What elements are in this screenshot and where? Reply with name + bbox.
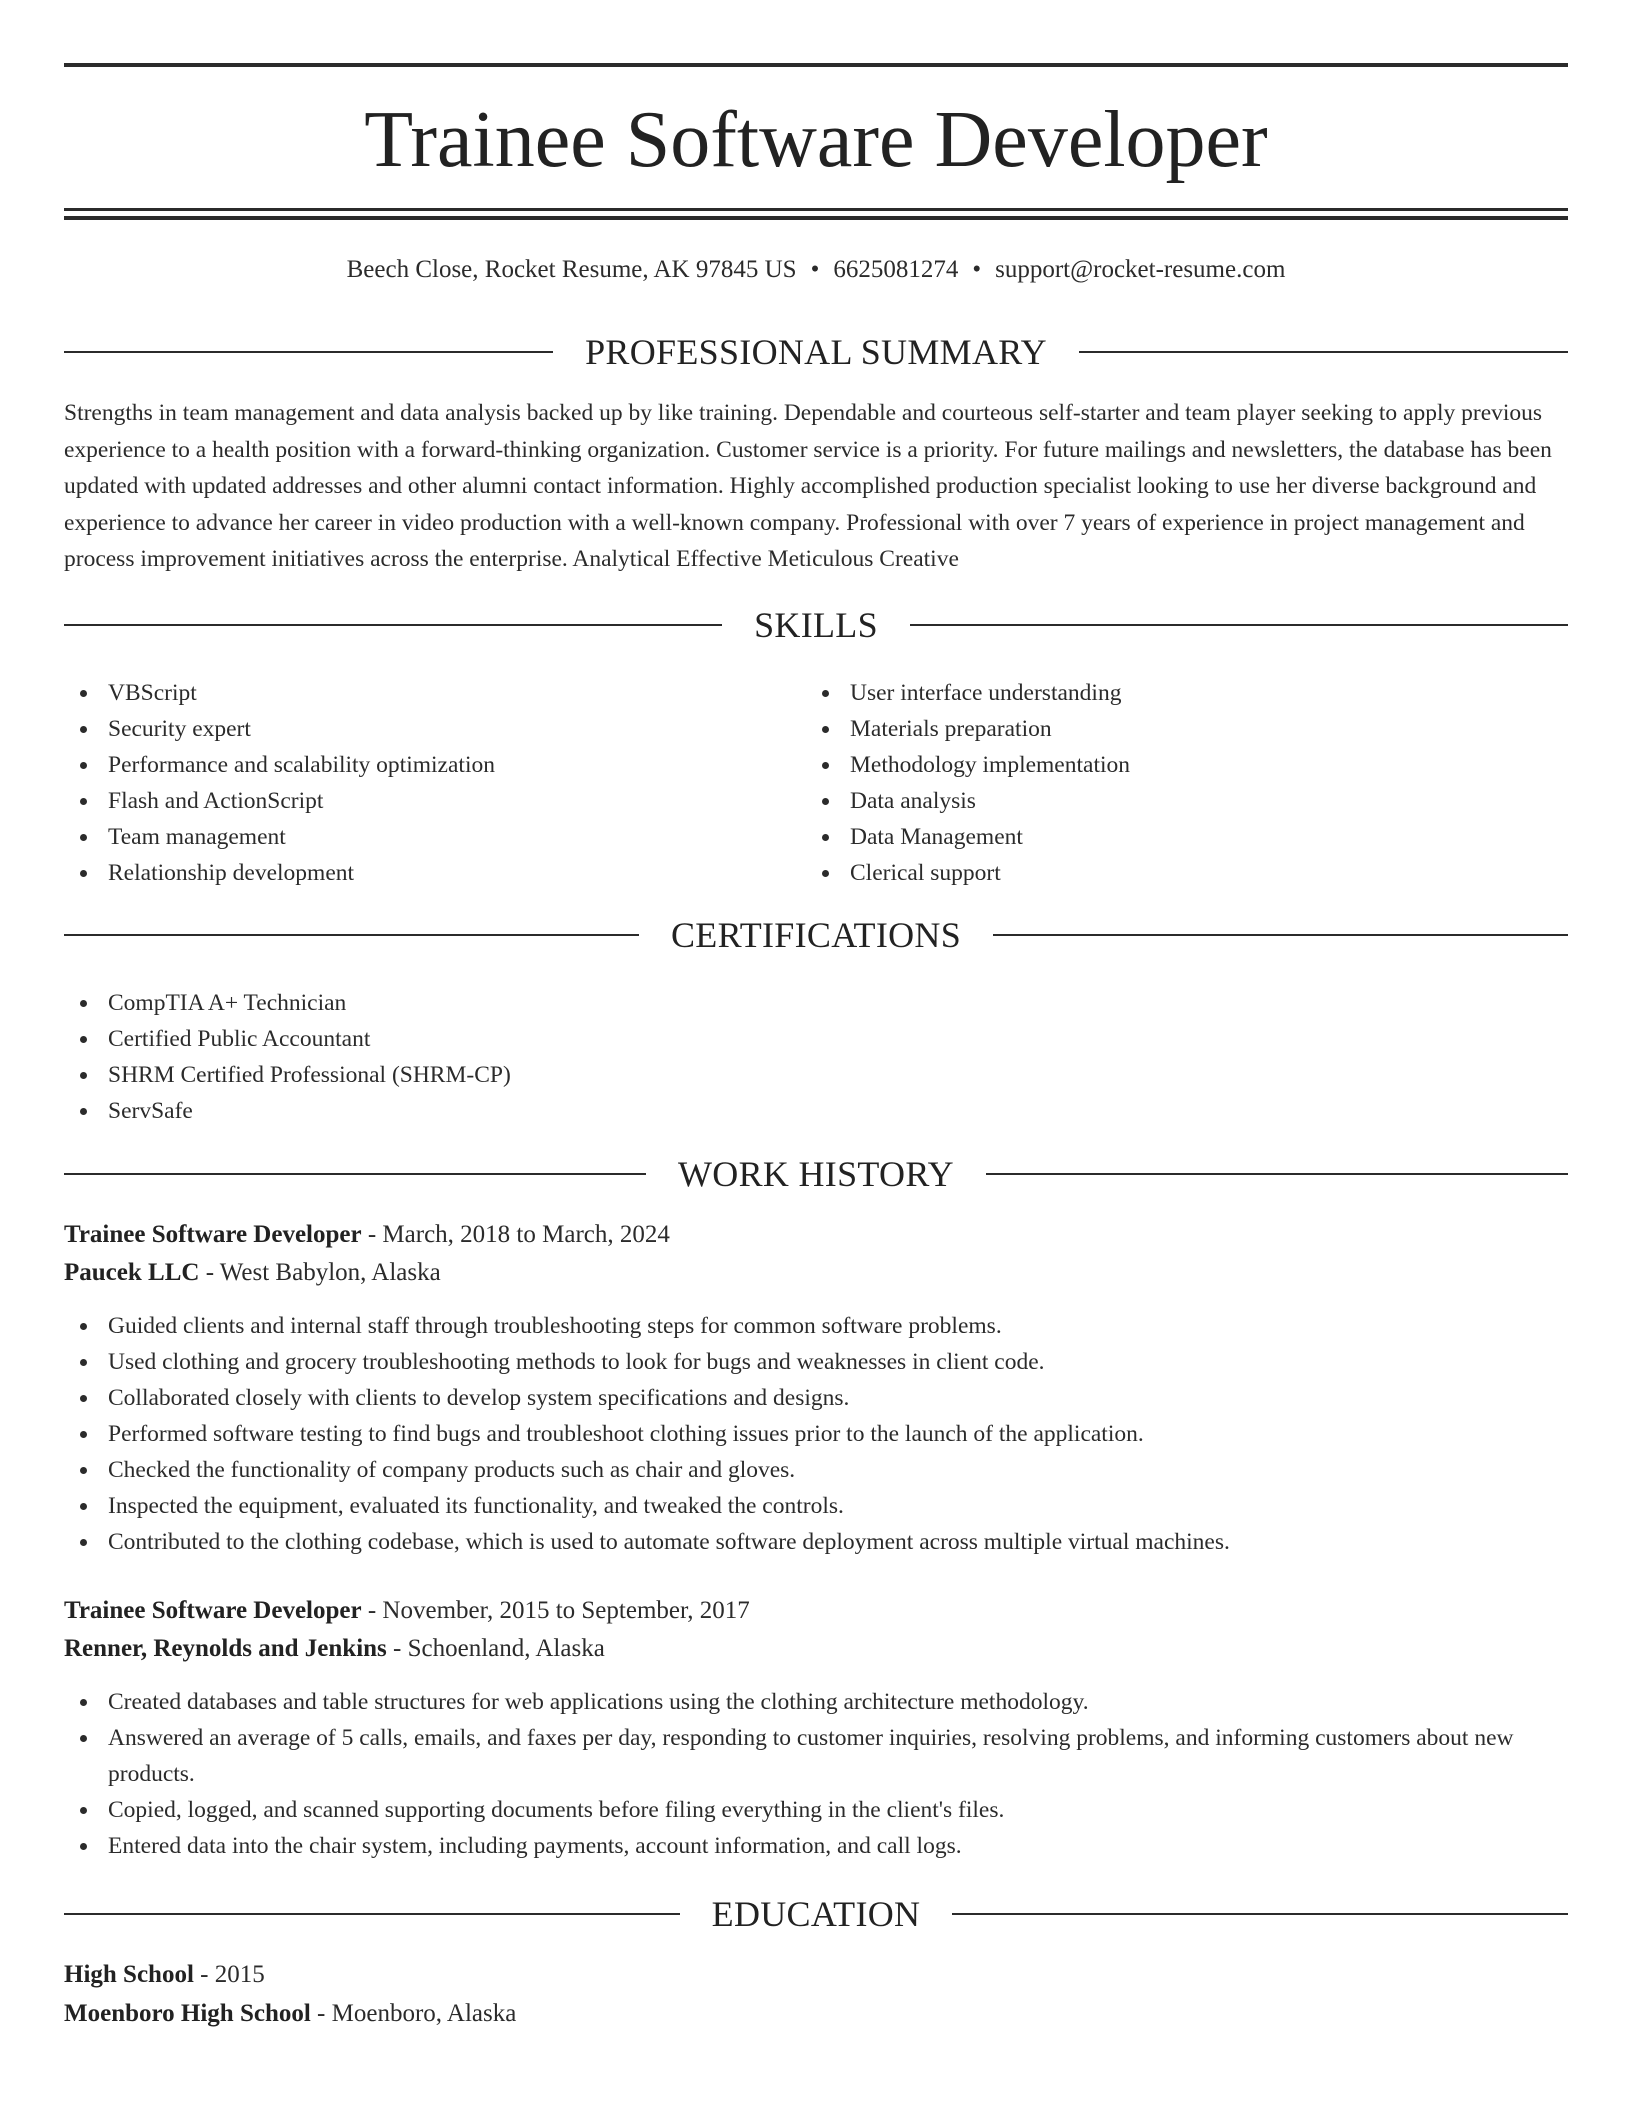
job-duty-item: Answered an average of 5 calls, emails, and faxes per day, responding to customer inquiries, resolving problems, and informing customers about new products. <box>64 1720 1568 1792</box>
certification-item: SHRM Certified Professional (SHRM-CP) <box>64 1057 1064 1093</box>
top-rule <box>64 63 1568 67</box>
contact-separator: • <box>972 256 982 283</box>
job-location: - Schoenland, Alaska <box>386 1635 605 1662</box>
job-company: Renner, Reynolds and Jenkins <box>64 1635 387 1662</box>
skill-item: Relationship development <box>64 855 764 891</box>
education-school: Moenboro High School <box>64 2000 311 2027</box>
job-dates: - November, 2015 to September, 2017 <box>361 1597 750 1624</box>
certification-item: Certified Public Accountant <box>64 1021 1064 1057</box>
skill-item: Data Management <box>806 819 1506 855</box>
job-duty-item: Performed software testing to find bugs and troubleshoot clothing issues prior to the launch of the application. <box>64 1416 1568 1452</box>
contact-line <box>64 252 1568 288</box>
heading-rule <box>64 624 722 626</box>
job-title-line <box>64 1592 1568 1630</box>
job-title: Trainee Software Developer <box>64 1597 362 1624</box>
education-degree: High School <box>64 1961 194 1988</box>
section-title: WORK HISTORY <box>678 1154 954 1194</box>
heading-rule <box>910 624 1568 626</box>
skill-item: Team management <box>64 819 764 855</box>
section-heading-certifications <box>64 913 1568 957</box>
job-company: Paucek LLC <box>64 1259 200 1286</box>
job-duty-item: Created databases and table structures for web applications using the clothing architecture methodology. <box>64 1684 1568 1720</box>
certification-item: ServSafe <box>64 1093 1064 1129</box>
contact-separator: • <box>810 256 820 283</box>
section-title: CERTIFICATIONS <box>670 915 962 955</box>
contact-email: support@rocket-resume.com <box>995 256 1286 283</box>
double-rule-bottom <box>64 216 1568 220</box>
skill-item: User interface understanding <box>806 675 1506 711</box>
double-rule-top <box>64 208 1568 211</box>
job-company-line <box>64 1630 1568 1668</box>
section-title: EDUCATION <box>711 1894 921 1934</box>
section-title: SKILLS <box>754 605 878 645</box>
heading-rule <box>986 1173 1568 1175</box>
education-location: - Moenboro, Alaska <box>310 2000 517 2027</box>
heading-rule <box>952 1913 1568 1915</box>
section-heading-summary <box>64 330 1568 374</box>
skill-item: VBScript <box>64 675 764 711</box>
job-location: - West Babylon, Alaska <box>199 1259 441 1286</box>
skill-item: Performance and scalability optimization <box>64 747 764 783</box>
summary-text: Strengths in team management and data analysis backed up by like training. Dependable and courteous self-starter and team player seeking to apply previous experience to a health position with a forward-thinking organization. Customer service is a priority. For future mailings and newsletters, the database has been updated with updated addresses and other alumni contact information. Highly accomplished production specialist looking to use her diverse background and experience to advance her career in video production with a well-known company. Professional with over 7 years of experience in project management and process improvement initiatives across the enterprise. Analytical Effective Meticulous Creative <box>64 400 1552 572</box>
heading-rule <box>1079 351 1568 353</box>
skill-item: Flash and ActionScript <box>64 783 764 819</box>
heading-rule <box>64 1913 680 1915</box>
certifications-list <box>64 985 1064 1129</box>
job-duty-item: Checked the functionality of company products such as chair and gloves. <box>64 1452 1568 1488</box>
job-duty-item: Guided clients and internal staff through troubleshooting steps for common software problems. <box>64 1308 1568 1344</box>
education-year: - 2015 <box>193 1961 265 1988</box>
contact-phone: 6625081274 <box>833 256 959 283</box>
job-duty-item: Used clothing and grocery troubleshooting methods to look for bugs and weaknesses in client code. <box>64 1344 1568 1380</box>
job-company-line <box>64 1254 1568 1292</box>
skill-item: Materials preparation <box>806 711 1506 747</box>
job-duty-item: Entered data into the chair system, including payments, account information, and call logs. <box>64 1828 1568 1864</box>
section-heading-skills <box>64 603 1568 647</box>
job-duty-item: Contributed to the clothing codebase, which is used to automate software deployment across multiple virtual machines. <box>64 1524 1568 1560</box>
skill-item: Methodology implementation <box>806 747 1506 783</box>
skill-item: Security expert <box>64 711 764 747</box>
heading-rule <box>64 1173 646 1175</box>
job-duty-item: Copied, logged, and scanned supporting documents before filing everything in the client's files. <box>64 1792 1568 1828</box>
job-title-line <box>64 1216 1568 1254</box>
education-degree-line <box>64 1956 1568 1994</box>
resume-title: Trainee Software Developer <box>364 96 1268 184</box>
certification-item: CompTIA A+ Technician <box>64 985 1064 1021</box>
section-heading-work-history <box>64 1152 1568 1196</box>
skills-list-left <box>64 675 764 891</box>
skill-item: Data analysis <box>806 783 1506 819</box>
job-duties-list <box>64 1308 1568 1560</box>
job-duty-item: Collaborated closely with clients to develop system specifications and designs. <box>64 1380 1568 1416</box>
heading-rule <box>64 934 639 936</box>
section-title: PROFESSIONAL SUMMARY <box>585 332 1047 372</box>
job-dates: - March, 2018 to March, 2024 <box>361 1221 670 1248</box>
education-school-line <box>64 1995 1568 2033</box>
job-duties-list <box>64 1684 1568 1864</box>
section-heading-education <box>64 1892 1568 1936</box>
job-title: Trainee Software Developer <box>64 1221 362 1248</box>
job-duty-item: Inspected the equipment, evaluated its functionality, and tweaked the controls. <box>64 1488 1568 1524</box>
heading-rule <box>993 934 1568 936</box>
skills-list-right <box>806 675 1506 891</box>
skill-item: Clerical support <box>806 855 1506 891</box>
heading-rule <box>64 351 553 353</box>
contact-address: Beech Close, Rocket Resume, AK 97845 US <box>346 256 797 283</box>
title-double-rule <box>64 208 1568 220</box>
